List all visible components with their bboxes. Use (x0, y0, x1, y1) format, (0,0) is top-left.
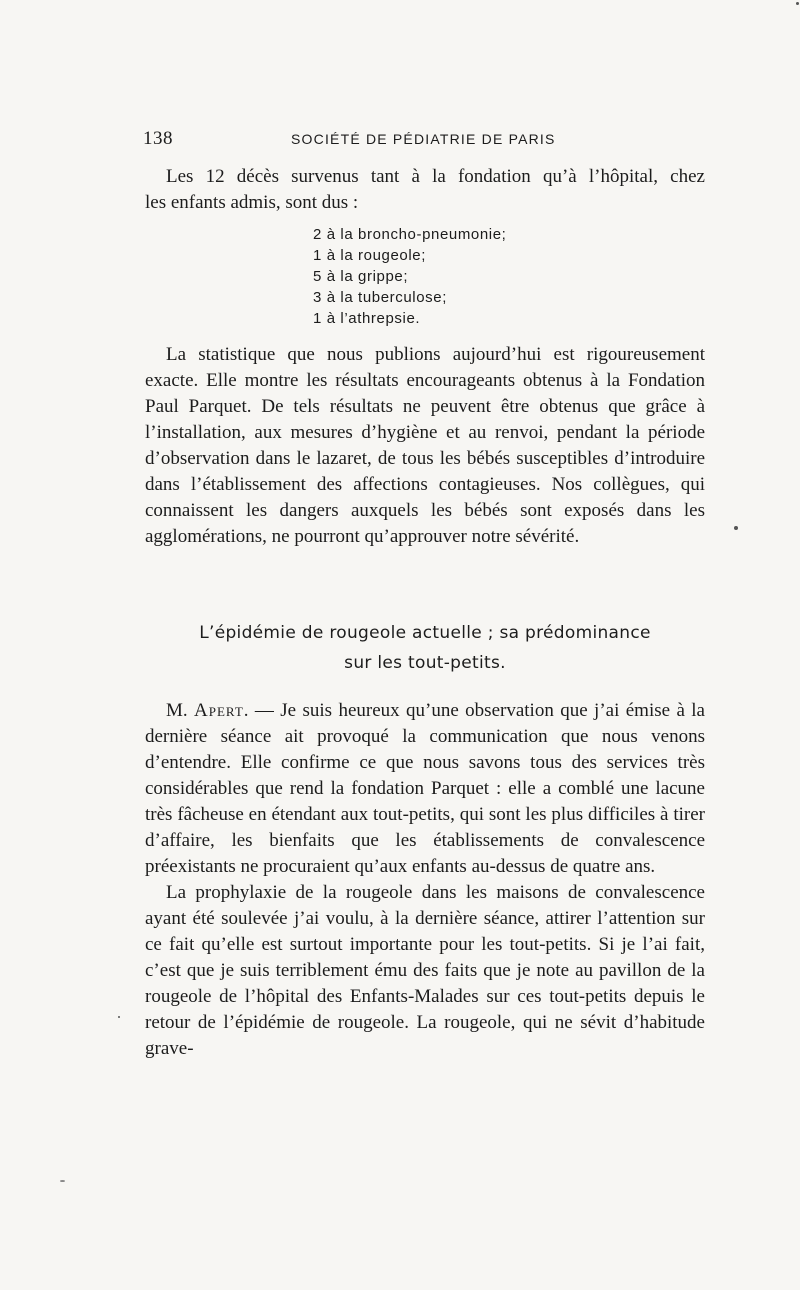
list-item: 3 à la tuberculose; (313, 289, 447, 306)
section-heading-line-2: sur les tout-petits. (344, 653, 506, 673)
speaker-name: Apert (194, 700, 244, 721)
scan-speck (60, 1180, 65, 1182)
statistics-paragraph: La statistique que nous publions aujourd’hui est rigoureusement exacte. Elle montre les résultats encourageants obtenus à la Fondation Paul Parquet. De tels résultats ne peuvent être obtenus que grâce à l’installation, aux mesures d’hygiène et au renvoi, pendant la période d’observation dans le lazaret, de tous les bébés susceptibles d’introduire dans l’établissement des affections contagieuses. Nos collègues, qui connaissent les dangers auxquels les bébés sont exposés dans les agglomérations, ne pourront qu’approuver notre sévérité. (145, 344, 705, 547)
scan-speck (796, 2, 799, 5)
scan-speck (734, 526, 738, 530)
apert-paragraph-1 (145, 698, 705, 880)
intro-paragraph (145, 164, 705, 216)
apert-section (145, 698, 705, 1062)
scan-speck (118, 1016, 120, 1018)
intro-line-2: les enfants admis, sont dus : (145, 192, 359, 213)
page-header (143, 128, 705, 152)
apert-paragraph-1-text: . — Je suis heureux qu’une observation que j’ai émise à la dernière séance ait provoqué la communication que nous venons d’entendre. Elle confirme ce que nous savons tous des services très considérables que rend la fondation Parquet : elle a comblé une lacune très fâcheuse en étendant aux tout-petits, qui sont les plus difficiles à tirer d’affaire, les bienfaits que les établissements de convalescence préexistants ne procuraient qu’aux enfants au-dessus de quatre ans. (145, 700, 705, 877)
page-number: 138 (143, 128, 173, 149)
apert-paragraph-2: La prophylaxie de la rougeole dans les maisons de convalescence ayant été soulevée j’ai voulu, à la dernière séance, attirer l’attention sur ce fait qu’elle est surtout importante pour les tout-petits. Si je l’ai fait, c’est que je suis terriblement ému des faits que je note au pavillon de la rougeole de l’hôpital des Enfants-Malades sur ces tout-petits depuis le retour de l’épidémie de rougeole. La rougeole, qui ne sévit d’habitude grave- (145, 882, 705, 1059)
speaker-prefix: M. (166, 700, 195, 721)
list-item: 1 à l’athrepsie. (313, 310, 421, 327)
intro-line-1: Les 12 décès survenus tant à la fondation qu’à l’hôpital, chez (166, 166, 705, 187)
list-item: 2 à la broncho-pneumonie; (313, 226, 507, 243)
statistics-section (145, 342, 705, 550)
list-item: 5 à la grippe; (313, 268, 409, 285)
section-heading (145, 618, 705, 678)
causes-list (313, 224, 506, 329)
section-heading-line-1: L’épidémie de rougeole actuelle ; sa prédominance (199, 623, 651, 643)
list-item: 1 à la rougeole; (313, 247, 427, 264)
running-title: SOCIÉTÉ DE PÉDIATRIE DE PARIS (291, 131, 556, 147)
